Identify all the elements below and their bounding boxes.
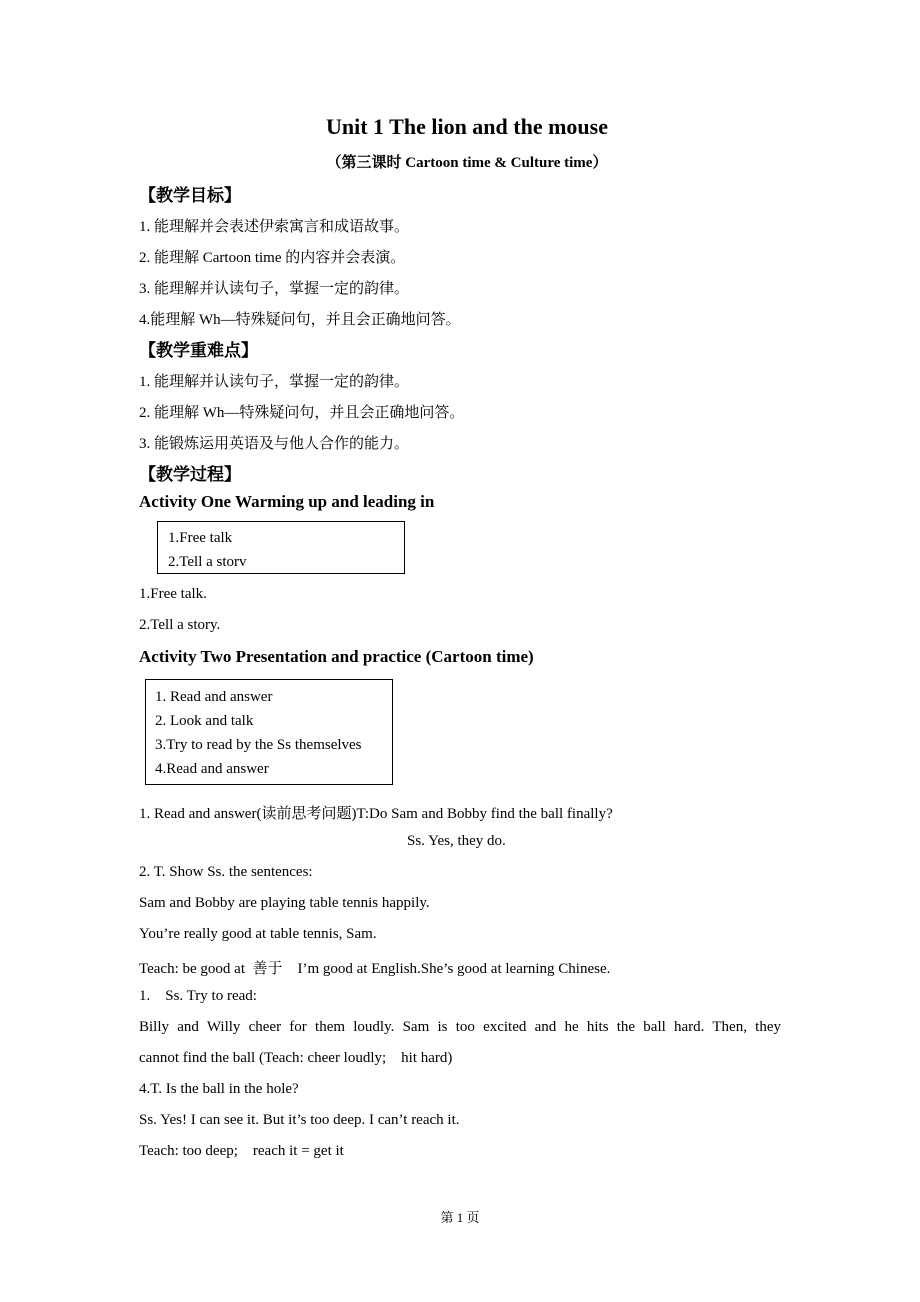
activity-one-box-item: 1.Free talk [168,530,233,546]
section-heading-key-points: 【教学重难点】 [139,341,258,360]
activity-two-box [145,679,393,785]
goal-item: 2. 能理解 Cartoon time 的内容并会表演。 [139,250,406,266]
activity-two-line: You’re really good at table tennis, Sam. [139,926,377,942]
activity-two-line: Billy and Willy cheer for them loudly. Sam is too excited and he hits the ball hard. Then, they [139,1019,781,1035]
page-subtitle: （第三课时 Cartoon time & Culture time） [326,155,608,171]
activity-one-box-item: 2.Tell a storv [168,554,247,570]
section-heading-process: 【教学过程】 [139,465,241,484]
goal-item: 4.能理解 Wh—特殊疑问句，并且会正确地问答。 [139,312,461,328]
page-title: Unit 1 The lion and the mouse [326,114,608,139]
goal-item: 3. 能理解并认读句子，掌握一定的韵律。 [139,281,410,297]
activity-two-line: cannot find the ball (Teach: cheer loudly; hit hard) [139,1050,453,1066]
activity-one-heading: Activity One Warming up and leading in [139,492,435,511]
page-number-footer: 第 1 页 [440,1210,480,1225]
activity-two-heading: Activity Two Presentation and practice (Cartoon time) [139,647,534,666]
activity-two-line: Sam and Bobby are playing table tennis happily. [139,895,430,911]
activity-two-line: 4.T. Is the ball in the hole? [139,1081,299,1097]
activity-two-line: Ss. Yes! I can see it. But it’s too deep. I can’t reach it. [139,1112,460,1128]
goal-item: 1. 能理解并会表述伊索寓言和成语故事。 [139,219,410,235]
activity-two-line: Teach: too deep; reach it = get it [139,1143,344,1159]
activity-two-line: Teach: be good at 善于 I’m good at English.She’s good at learning Chinese. [139,961,611,977]
activity-two-line: 1. Read and answer(读前思考问题)T:Do Sam and Bobby find the ball finally? [139,806,613,822]
activity-two-box-item: 4.Read and answer [155,761,269,777]
key-point-item: 3. 能锻炼运用英语及与他人合作的能力。 [139,436,410,452]
activity-one-line: 2.Tell a story. [139,617,221,633]
activity-two-box-item: 1. Read and answer [155,689,273,705]
key-point-item: 1. 能理解并认读句子，掌握一定的韵律。 [139,374,410,390]
section-heading-goals: 【教学目标】 [139,186,241,205]
activity-two-box-item: 2. Look and talk [155,713,254,729]
activity-two-box-item: 3.Try to read by the Ss themselves [155,737,362,753]
activity-two-line: 1. Ss. Try to read: [139,988,257,1004]
activity-two-line: 2. T. Show Ss. the sentences: [139,864,313,880]
activity-two-line: Ss. Yes, they do. [407,833,506,849]
key-point-item: 2. 能理解 Wh—特殊疑问句，并且会正确地问答。 [139,405,465,421]
activity-one-line: 1.Free talk. [139,586,207,602]
activity-one-box [157,521,405,574]
